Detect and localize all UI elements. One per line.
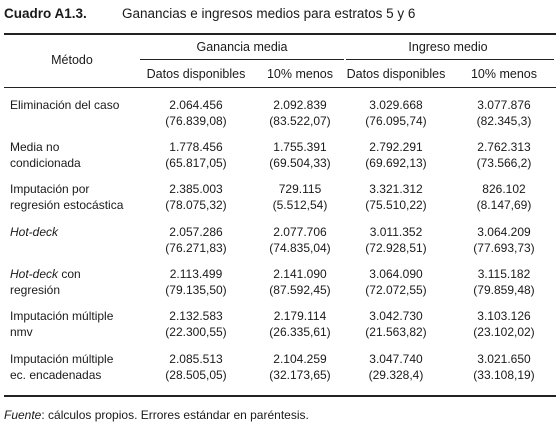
standard-error: (77.693,73) [473,241,535,255]
method-text: con [58,267,81,281]
estimate-value: 2.113.499 [169,267,223,281]
value-cell [340,266,452,298]
method-line [10,197,138,213]
estimate-value: 3.103.126 [477,309,531,323]
method-line [10,155,138,171]
method-line [10,367,138,383]
method-cell [10,139,138,171]
table-number: Cuadro A1.3. [4,6,87,21]
estimate-value: 2.385.003 [169,182,223,196]
standard-error: (74.835,04) [269,241,331,255]
header-sub-4: 10% menos [470,67,537,81]
header-rule [4,87,556,88]
bottom-rule [4,395,556,397]
method-text: Imputación múltiple [10,309,114,323]
estimate-value: 3.011.352 [369,225,423,239]
value-cell [252,266,348,298]
source-label: Fuente [4,408,42,422]
value-cell [452,308,556,340]
value-cell [452,139,556,171]
method-line [10,351,138,367]
estimate-value: 3.029.668 [369,98,423,112]
standard-error: (79.859,48) [473,283,535,297]
standard-error: (73.566,2) [476,156,532,170]
standard-error: (72.072,55) [365,283,427,297]
standard-error: (8.147,69) [476,198,532,212]
standard-error: (72.928,51) [365,241,427,255]
standard-error: (22.300,55) [165,325,227,339]
estimate-value: 2.179.114 [273,309,327,323]
estimate-value: 2.141.090 [273,267,327,281]
value-cell [136,266,256,298]
estimate-value: 2.064.456 [169,98,223,112]
estimate-value: 3.042.730 [369,309,423,323]
value-cell [136,308,256,340]
method-cell [10,224,138,240]
group-rule-ganancia [140,59,344,60]
method-text: ec. encadenadas [10,368,102,382]
method-line [10,97,138,113]
standard-error: (76.839,08) [165,114,227,128]
table-title: Ganancias e ingresos medios para estratos 5 y 6 [122,6,416,21]
method-line [10,282,138,298]
estimate-value: 3.064.090 [369,267,423,281]
standard-error: (28.505,05) [165,368,227,382]
estimate-value: 1.778.456 [169,140,223,154]
estimate-value: 1.755.391 [273,140,327,154]
method-line [10,324,138,340]
standard-error: (32.173,65) [269,368,331,382]
value-cell [136,181,256,213]
estimate-value: 3.077.876 [477,98,531,112]
header-group-ingreso: Ingreso medio [408,40,488,54]
value-cell [340,181,452,213]
estimate-value: 3.021.650 [477,352,531,366]
estimate-value: 2.057.286 [169,225,223,239]
value-cell [252,181,348,213]
standard-error: (79.135,50) [165,283,227,297]
standard-error: (69.692,13) [365,156,427,170]
method-line [10,139,138,155]
method-text: Eliminación del caso [10,98,120,112]
value-cell [136,97,256,129]
header-sub-1: Datos disponibles [146,67,246,81]
estimate-value: 2.104.259 [273,352,327,366]
estimate-value: 729.115 [278,182,322,196]
table-caption [4,3,556,25]
standard-error: (33.108,19) [473,368,535,382]
method-cell [10,181,138,213]
estimate-value: 2.792.291 [369,140,423,154]
standard-error: (87.592,45) [269,283,331,297]
estimate-value: 3.047.740 [369,352,423,366]
method-line [10,266,138,282]
method-text: condicionada [10,156,81,170]
value-cell [452,351,556,383]
method-cell [10,266,138,298]
top-rule [4,33,556,35]
standard-error: (76.271,83) [165,241,227,255]
method-text: regresión estocástica [10,198,124,212]
standard-error: (5.512,54) [272,198,328,212]
estimate-value: 3.321.312 [369,182,423,196]
estimate-value: 2.092.839 [273,98,327,112]
value-cell [252,308,348,340]
value-cell [452,224,556,256]
estimate-value: 3.115.182 [477,267,531,281]
estimate-value: 2.132.583 [169,309,223,323]
value-cell [136,139,256,171]
header-sub-2: 10% menos [266,67,333,81]
standard-error: (65.817,05) [165,156,227,170]
estimate-value: 3.064.209 [477,225,531,239]
method-text: Hot-deck [10,267,59,281]
header-sub-3: Datos disponibles [346,67,446,81]
estimate-value: 826.102 [482,182,526,196]
method-text: Hot-deck [10,225,59,239]
method-cell [10,308,138,340]
value-cell [136,351,256,383]
value-cell [252,139,348,171]
value-cell [252,224,348,256]
value-cell [340,139,452,171]
table-source [4,407,309,423]
value-cell [252,351,348,383]
method-text: Imputación múltiple [10,352,114,366]
method-text: nmv [10,325,33,339]
standard-error: (83.522,07) [269,114,331,128]
estimate-value: 2.762.313 [477,140,531,154]
standard-error: (75.510,22) [365,198,427,212]
group-rule-ingreso [346,59,554,60]
standard-error: (26.335,61) [269,325,331,339]
method-text: Imputación por [10,182,90,196]
value-cell [340,97,452,129]
method-text: Media no [10,140,60,154]
standard-error: (82.345,3) [476,114,532,128]
value-cell [136,224,256,256]
standard-error: (69.504,33) [269,156,331,170]
method-text: regresión [10,283,61,297]
method-line [10,224,138,240]
standard-error: (78.075,32) [165,198,227,212]
standard-error: (76.095,74) [365,114,427,128]
value-cell [452,97,556,129]
method-line [10,181,138,197]
value-cell [452,266,556,298]
method-cell [10,97,138,113]
header-group-ganancia: Ganancia media [196,40,288,54]
method-cell [10,351,138,383]
value-cell [340,224,452,256]
estimate-value: 2.085.513 [169,352,223,366]
value-cell [252,97,348,129]
header-method: Método [51,53,93,67]
standard-error: (29.328,4) [368,368,424,382]
standard-error: (21.563,82) [365,325,427,339]
method-line [10,308,138,324]
standard-error: (23.102,02) [473,325,535,339]
value-cell [340,308,452,340]
source-text: : cálculos propios. Errores estándar en paréntesis. [41,408,309,422]
value-cell [452,181,556,213]
estimate-value: 2.077.706 [273,225,327,239]
value-cell [340,351,452,383]
